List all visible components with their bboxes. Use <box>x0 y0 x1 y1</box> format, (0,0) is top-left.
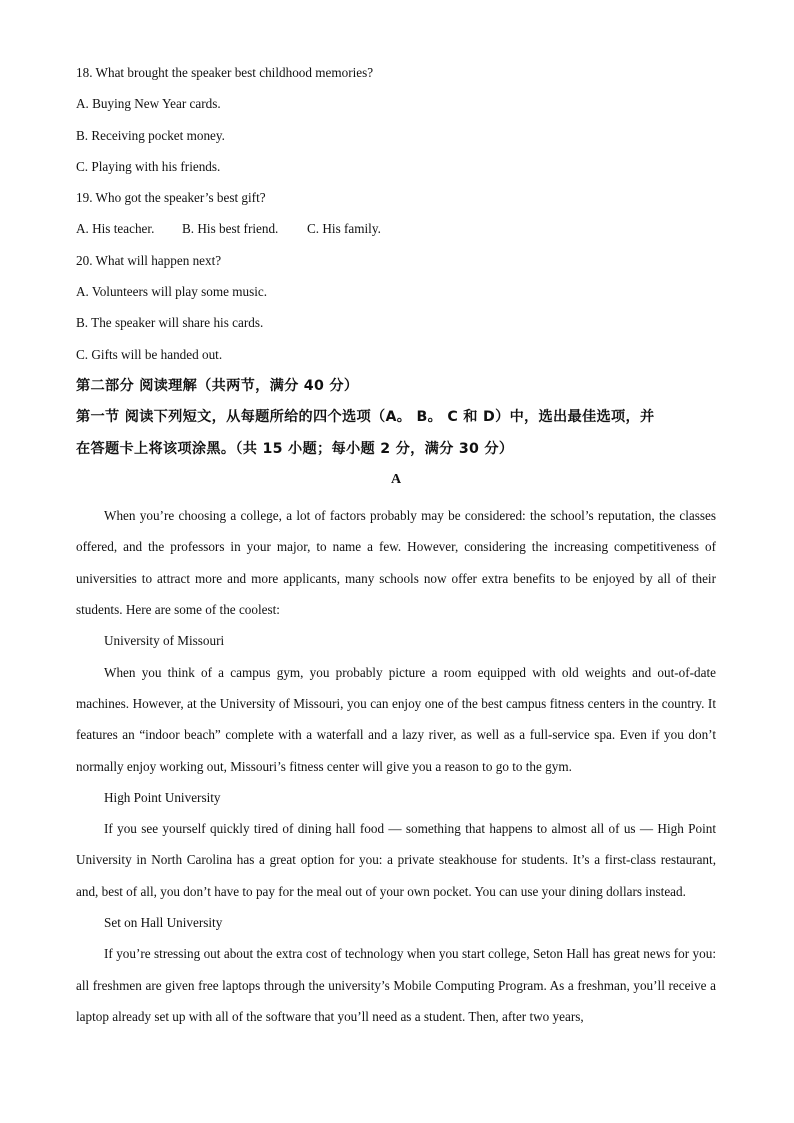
question-20-option-a: A. Volunteers will play some music. <box>76 284 268 300</box>
question-18-option-b: B. Receiving pocket money. <box>76 127 225 143</box>
passage-body <box>76 500 716 1032</box>
section-heading-high-point: High Point University <box>104 789 221 805</box>
question-18-option-c: C. Playing with his friends. <box>76 158 221 174</box>
section-body-missouri: When you think of a campus gym, you probably picture a room equipped with old weights and out-of-date machines. However, at the University of Missouri, you can enjoy one of the best campus fitness centers in the country. It features an “indoor beach” complete with a waterfall and a lazy river, as well as a full-service spa. Even if you don’t normally enjoy working out, Missouri’s fitness center will give you a reason to go to the gym. <box>76 664 716 774</box>
question-20-option-b: B. The speaker will share his cards. <box>76 315 264 331</box>
section-body-seton-hall: If you’re stressing out about the extra cost of technology when you start college, Seton Hall has great news for you: all freshmen are given free laptops through the university’s Mobile Computing Program. As a freshman, you’ll receive a laptop already set up with all of the software that you’ll need as a student. Then, after two years, <box>76 946 716 1024</box>
question-19-stem: 19. Who got the speaker’s best gift? <box>76 190 266 206</box>
section-body-high-point: If you see yourself quickly tired of dining hall food — something that happens to almost all of us — High Point University in North Carolina has a great option for you: a private steakhouse for students. It’s a first-class restaurant, and, best of all, you don’t have to pay for the meal out of your own pocket. You can use your dining dollars instead. <box>76 821 716 899</box>
part-two-title: 第二部分 阅读理解（共两节，满分 40 分） <box>76 377 359 394</box>
section-one-instruction-line-1: 第一节 阅读下列短文，从每题所给的四个选项（A。 B。 C 和 D）中，选出最佳选项，并 <box>76 409 655 426</box>
question-19-option-b: B. His best friend. <box>182 221 279 237</box>
section-heading-missouri: University of Missouri <box>104 633 225 649</box>
question-19-options <box>76 218 716 249</box>
question-20-stem: 20. What will happen next? <box>76 252 222 268</box>
exam-page <box>76 62 716 1032</box>
section-one-instruction-line-2: 在答题卡上将该项涂黑。（共 15 小题；每小题 2 分，满分 30 分） <box>76 440 514 457</box>
question-19-option-a: A. His teacher. <box>76 221 155 237</box>
question-19-option-c: C. His family. <box>307 221 381 237</box>
section-heading-seton-hall: Set on Hall University <box>104 915 223 931</box>
passage-label: A <box>390 471 402 487</box>
question-18-stem: 18. What brought the speaker best childhood memories? <box>76 65 374 80</box>
passage-intro-paragraph: When you’re choosing a college, a lot of factors probably may be considered: the school’s reputation, the classes offered, and the professors in your major, to name a few. However, considering the increasing competitiveness of universities to attract more and more applicants, many schools now offer extra benefits to be enjoyed by all of their students. Here are some of the coolest: <box>76 508 716 618</box>
question-20-option-c: C. Gifts will be handed out. <box>76 346 223 362</box>
question-18-option-a: A. Buying New Year cards. <box>76 96 221 112</box>
